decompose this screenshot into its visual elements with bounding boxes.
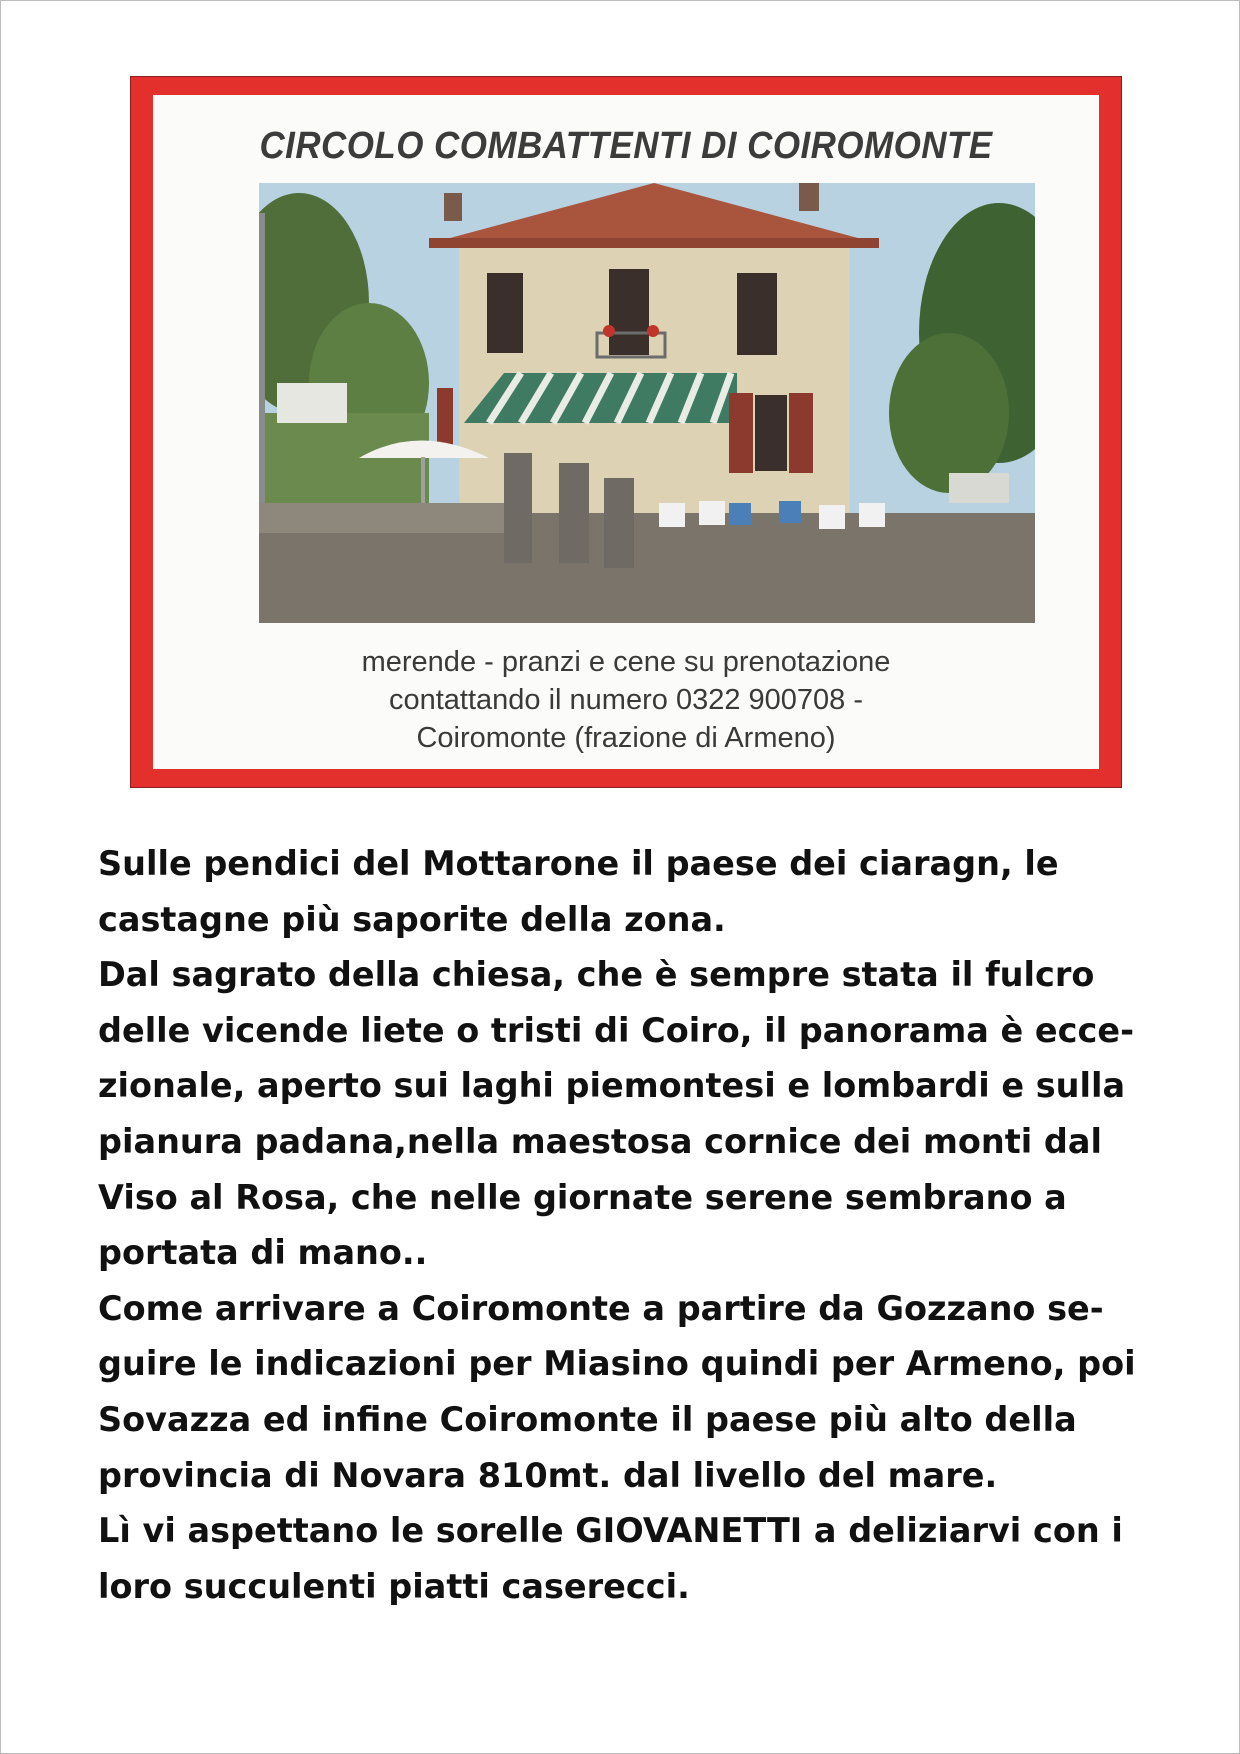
body-line: zionale, aperto sui laghi piemontesi e lombardi e sulla	[98, 1066, 1126, 1106]
flyer-inner	[153, 95, 1099, 769]
body-line: delle vicende liete o tristi di Coiro, il panorama è ecce-	[98, 1010, 1134, 1050]
building-photo	[259, 183, 1035, 623]
body-line: Dal sagrato della chiesa, che è sempre stata il fulcro	[98, 955, 1095, 995]
flyer-title: CIRCOLO COMBATTENTI DI COIROMONTE	[259, 125, 993, 167]
caption-line: Coiromonte (frazione di Armeno)	[416, 722, 836, 754]
body-line: Sovazza ed infine Coiromonte il paese più alto della	[98, 1399, 1077, 1439]
body-line: guire le indicazioni per Miasino quindi per Armeno, poi	[98, 1344, 1136, 1384]
body-line: Lì vi aspettano le sorelle GIOVANETTI a deliziarvi con i	[98, 1511, 1123, 1551]
body-line: castagne più saporite della zona.	[98, 899, 726, 939]
flyer-card	[130, 76, 1122, 788]
body-line: loro succulenti piatti caserecci.	[98, 1566, 690, 1606]
body-line: provincia di Novara 810mt. dal livello del mare.	[98, 1455, 998, 1495]
caption-line: merende - pranzi e cene su prenotazione	[361, 646, 891, 678]
body-line: Viso al Rosa, che nelle giornate serene sembrano a	[98, 1177, 1067, 1217]
caption-line: contattando il numero 0322 900708 -	[388, 684, 863, 716]
body-line: portata di mano..	[98, 1233, 428, 1273]
body-line: Sulle pendici del Mottarone il paese dei ciaragn, le	[98, 844, 1059, 883]
body-line: pianura padana,nella maestosa cornice dei monti dal	[98, 1121, 1102, 1161]
body-line: Come arrivare a Coiromonte a partire da Gozzano se-	[98, 1288, 1104, 1328]
flyer-caption	[153, 643, 1099, 757]
body-paragraph	[98, 836, 1158, 1614]
